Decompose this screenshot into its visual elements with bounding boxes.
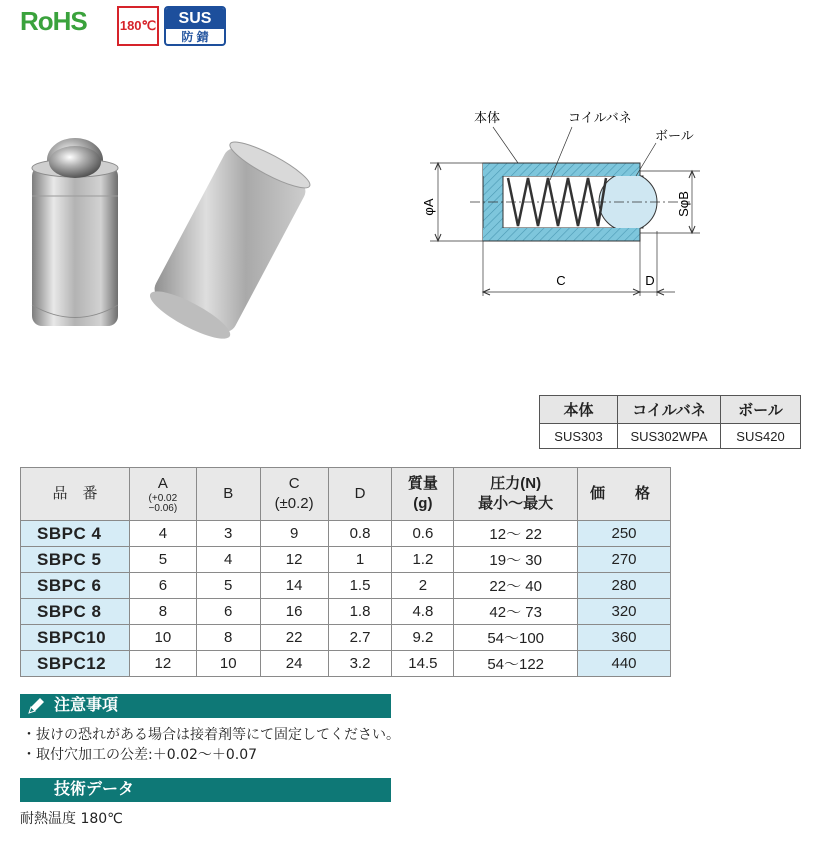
pencil-icon — [26, 697, 46, 715]
header-force-label: 圧力(N) — [490, 475, 542, 492]
cell-c: 16 — [260, 599, 328, 625]
caution-header — [20, 694, 391, 718]
cell-mass: 2 — [392, 573, 454, 599]
mat-value-ball: SUS420 — [721, 424, 801, 449]
header-mass-label: 質量 — [407, 475, 438, 492]
table-row — [21, 521, 671, 547]
cell-force: 54〜122 — [454, 651, 578, 677]
header-a-tol-top: (+0.02 — [148, 493, 178, 504]
dim-a-label: φA — [421, 198, 436, 216]
table-row — [21, 573, 671, 599]
mat-header-body: 本体 — [540, 396, 618, 424]
cross-section-diagram — [400, 100, 700, 305]
header-c-label: C — [288, 475, 300, 492]
cell-mass: 9.2 — [392, 625, 454, 651]
cell-code: SBPC 5 — [21, 547, 130, 573]
cell-c: 9 — [260, 521, 328, 547]
cell-price: 360 — [578, 625, 671, 651]
cell-b: 8 — [196, 625, 260, 651]
spec-table — [20, 467, 671, 677]
header-mass-unit: (g) — [413, 495, 433, 512]
cell-b: 6 — [196, 599, 260, 625]
label-body: 本体 — [474, 111, 501, 126]
cell-a: 10 — [129, 625, 196, 651]
cell-c: 14 — [260, 573, 328, 599]
caution-item-2: ・取付穴加工の公差:＋0.02〜＋0.07 — [22, 747, 258, 763]
cell-code: SBPC 8 — [21, 599, 130, 625]
cell-force: 42〜 73 — [454, 599, 578, 625]
cell-a: 6 — [129, 573, 196, 599]
cell-mass: 0.6 — [392, 521, 454, 547]
dim-b-label: SφB — [676, 191, 691, 217]
header-a-label: A — [157, 475, 168, 492]
sus-badge — [164, 6, 226, 46]
cell-d: 1.5 — [328, 573, 392, 599]
header-c — [260, 468, 328, 521]
cell-b: 10 — [196, 651, 260, 677]
temperature-badge: 180℃ — [117, 6, 159, 46]
cell-price: 320 — [578, 599, 671, 625]
spec-table-body — [21, 521, 671, 677]
cell-d: 1 — [328, 547, 392, 573]
tech-header — [20, 778, 391, 802]
cell-code: SBPC10 — [21, 625, 130, 651]
header-code: 品 番 — [21, 468, 130, 521]
cell-price: 280 — [578, 573, 671, 599]
cell-a: 5 — [129, 547, 196, 573]
cell-b: 3 — [196, 521, 260, 547]
cell-a: 12 — [129, 651, 196, 677]
cell-a: 8 — [129, 599, 196, 625]
cell-mass: 14.5 — [392, 651, 454, 677]
sus-badge-sub: 防 錆 — [181, 30, 209, 44]
rohs-logo: RoHS — [20, 6, 87, 36]
header-c-tol: (±0.2) — [274, 495, 314, 512]
header-d: D — [328, 468, 392, 521]
label-ball: ボール — [655, 129, 694, 144]
cell-d: 3.2 — [328, 651, 392, 677]
sus-badge-label: SUS — [166, 8, 224, 29]
cell-b: 4 — [196, 547, 260, 573]
header-force — [454, 468, 578, 521]
header-a-tol-bot: −0.06) — [148, 503, 178, 514]
cell-code: SBPC 6 — [21, 573, 130, 599]
header-b: B — [196, 468, 260, 521]
tech-text: 耐熱温度 180℃ — [20, 811, 123, 827]
tech-title: 技術データ — [54, 781, 135, 798]
cell-price: 270 — [578, 547, 671, 573]
cell-c: 24 — [260, 651, 328, 677]
cell-mass: 4.8 — [392, 599, 454, 625]
mat-value-spring: SUS302WPA — [618, 424, 721, 449]
table-row — [21, 651, 671, 677]
header-a — [129, 468, 196, 521]
standing-pin — [32, 138, 118, 326]
product-photo — [20, 130, 320, 355]
dim-c-label: C — [556, 273, 566, 288]
cell-force: 19〜 30 — [454, 547, 578, 573]
tilted-pin — [145, 135, 315, 347]
label-spring: コイルバネ — [568, 111, 632, 126]
header-price: 価 格 — [578, 468, 671, 521]
cell-code: SBPC 4 — [21, 521, 130, 547]
cell-force: 54〜100 — [454, 625, 578, 651]
mat-value-body: SUS303 — [540, 424, 618, 449]
table-row — [21, 547, 671, 573]
cell-price: 250 — [578, 521, 671, 547]
cell-d: 1.8 — [328, 599, 392, 625]
dim-d-label: D — [645, 273, 655, 288]
cell-c: 22 — [260, 625, 328, 651]
caution-item-1: ・抜けの恐れがある場合は接着剤等にて固定してください。 — [22, 727, 400, 743]
cell-b: 5 — [196, 573, 260, 599]
caution-title: 注意事項 — [54, 697, 119, 714]
cell-force: 22〜 40 — [454, 573, 578, 599]
header-force-sub: 最小〜最大 — [478, 495, 554, 512]
materials-table — [539, 395, 801, 449]
header-mass — [392, 468, 454, 521]
table-row — [21, 599, 671, 625]
cell-mass: 1.2 — [392, 547, 454, 573]
cell-c: 12 — [260, 547, 328, 573]
mat-header-spring: コイルバネ — [618, 396, 721, 424]
cell-price: 440 — [578, 651, 671, 677]
cell-a: 4 — [129, 521, 196, 547]
cell-d: 0.8 — [328, 521, 392, 547]
mat-header-ball: ボール — [721, 396, 801, 424]
cell-force: 12〜 22 — [454, 521, 578, 547]
cell-code: SBPC12 — [21, 651, 130, 677]
cell-d: 2.7 — [328, 625, 392, 651]
table-row — [21, 625, 671, 651]
